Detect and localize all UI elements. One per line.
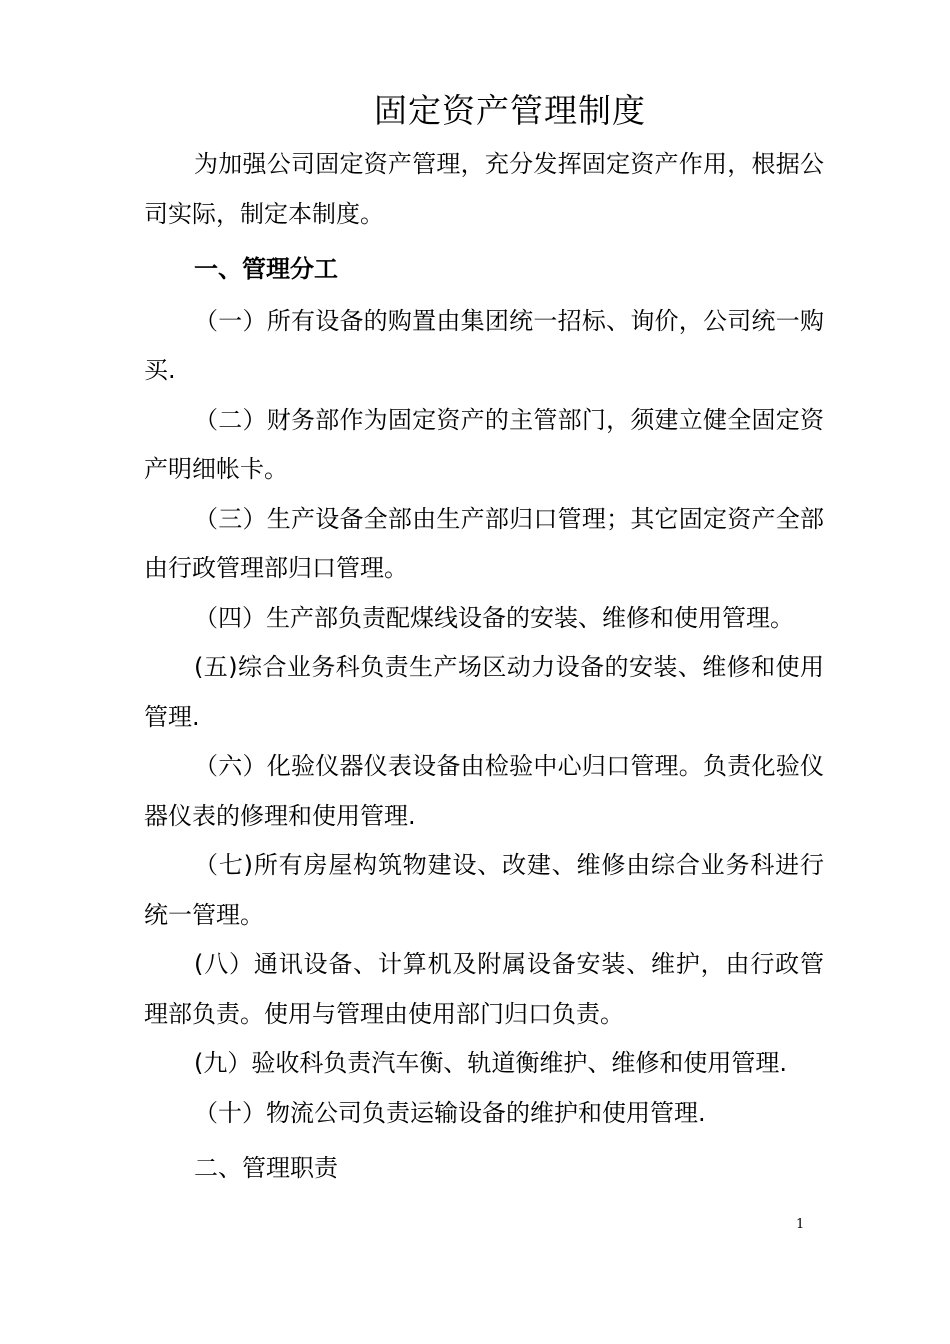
- section-heading-management-duties: 二、管理职责: [194, 1154, 338, 1182]
- document-body: [144, 140, 824, 1196]
- section-heading-management-division: 一、管理分工: [194, 255, 338, 283]
- list-item: （三）生产设备全部由生产部归口管理；其它固定资产全部由行政管理部归口管理。: [144, 504, 824, 582]
- intro-paragraph: 为加强公司固定资产管理，充分发挥固定资产作用，根据公司实际，制定本制度。: [144, 150, 824, 228]
- list-item: (九）验收科负责汽车衡、轨道衡维护、维修和使用管理.: [194, 1049, 787, 1077]
- list-item: (五)综合业务科负责生产场区动力设备的安装、维修和使用管理.: [144, 653, 824, 731]
- list-item: （四）生产部负责配煤线设备的安装、维修和使用管理。: [194, 603, 794, 632]
- list-item: (八）通讯设备、计算机及附属设备安装、维护，由行政管理部负责。使用与管理由使用部门归口负责。: [144, 950, 824, 1028]
- document-title: 固定资产管理制度: [374, 91, 646, 130]
- list-item: （七)所有房屋构筑物建设、改建、维修由综合业务科进行统一管理。: [144, 851, 824, 929]
- page-number: 1: [796, 1217, 805, 1232]
- list-item: （十）物流公司负责运输设备的维护和使用管理.: [194, 1098, 706, 1127]
- list-item: （六）化验仪器仪表设备由检验中心归口管理。负责化验仪器仪表的修理和使用管理.: [144, 752, 824, 830]
- list-item: （二）财务部作为固定资产的主管部门，须建立健全固定资产明细帐卡。: [144, 405, 824, 483]
- list-item: （一）所有设备的购置由集团统一招标、询价，公司统一购买.: [144, 306, 824, 384]
